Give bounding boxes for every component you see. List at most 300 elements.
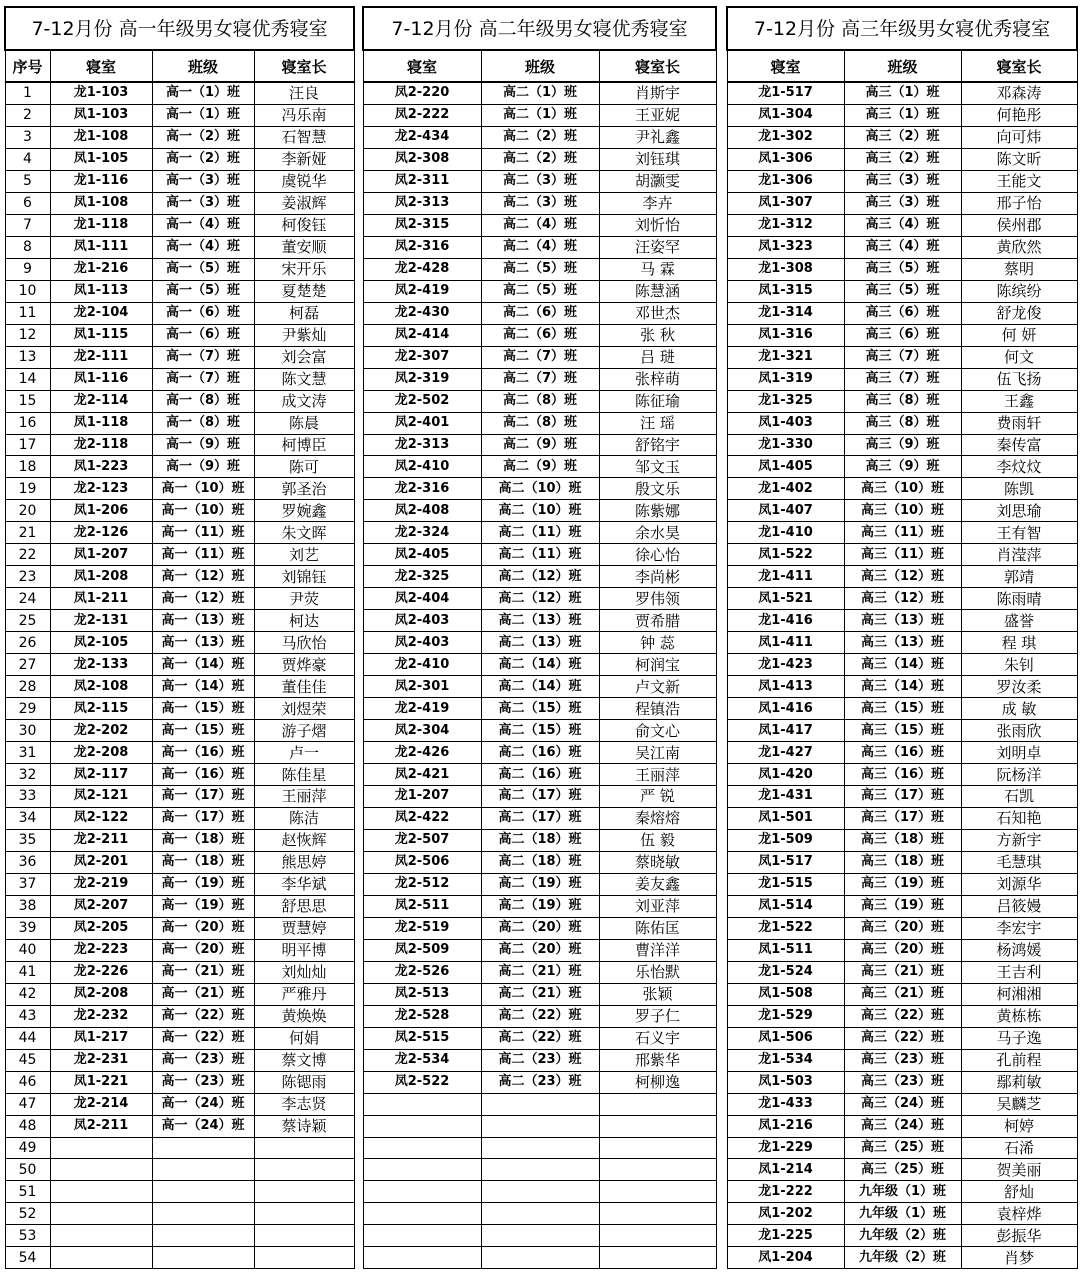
table-row	[5, 324, 354, 346]
room-cell: 龙2-528	[363, 1005, 481, 1027]
room-cell: 凤2-122	[50, 807, 152, 829]
leader-cell: 黄栋栋	[961, 1005, 1077, 1027]
class-cell: 九年级（2）班	[844, 1247, 961, 1269]
table-row	[363, 258, 716, 280]
table-row	[363, 610, 716, 632]
room-cell: 龙2-419	[363, 698, 481, 720]
leader-cell: 陈雨晴	[961, 588, 1077, 610]
leader-cell: 孔前程	[961, 1049, 1077, 1071]
class-cell: 高二（21）班	[481, 983, 599, 1005]
row-number: 4	[5, 148, 50, 170]
leader-cell: 王丽萍	[254, 786, 354, 808]
table-row	[363, 895, 716, 917]
table-row	[5, 104, 354, 126]
leader-cell: 何 妍	[961, 324, 1077, 346]
leader-cell: 熊思婷	[254, 851, 354, 873]
class-cell: 高二（1）班	[481, 104, 599, 126]
table-row	[363, 654, 716, 676]
leader-cell: 陈锶雨	[254, 1071, 354, 1093]
row-number: 39	[5, 917, 50, 939]
room-cell	[363, 1225, 481, 1247]
leader-cell: 柯达	[254, 610, 354, 632]
leader-cell: 伍 毅	[599, 829, 716, 851]
table-row	[363, 961, 716, 983]
room-cell	[363, 1247, 481, 1269]
class-cell: 高一（5）班	[152, 258, 254, 280]
leader-cell: 肖滢萍	[961, 544, 1077, 566]
room-cell: 凤1-501	[727, 807, 844, 829]
room-cell: 凤2-421	[363, 764, 481, 786]
class-cell: 高三（3）班	[844, 192, 961, 214]
class-cell: 高一（15）班	[152, 720, 254, 742]
room-cell: 龙1-416	[727, 610, 844, 632]
row-number: 37	[5, 873, 50, 895]
class-cell: 高三（3）班	[844, 170, 961, 192]
leader-cell: 李宏宇	[961, 917, 1077, 939]
leader-cell: 柯湘湘	[961, 983, 1077, 1005]
class-cell: 高三（9）班	[844, 434, 961, 456]
leader-cell: 吴江南	[599, 742, 716, 764]
room-cell: 龙1-118	[50, 214, 152, 236]
leader-cell: 李新娅	[254, 148, 354, 170]
table-row	[363, 720, 716, 742]
leader-cell: 姜淑辉	[254, 192, 354, 214]
class-cell: 高一（10）班	[152, 500, 254, 522]
room-cell: 龙1-433	[727, 1093, 844, 1115]
room-cell: 凤1-319	[727, 368, 844, 390]
room-cell: 龙1-321	[727, 346, 844, 368]
leader-cell	[254, 1137, 354, 1159]
table-row	[727, 1005, 1077, 1027]
class-cell: 高二（7）班	[481, 368, 599, 390]
leader-cell: 罗婉鑫	[254, 500, 354, 522]
grade3-block	[726, 6, 1076, 1269]
table-row	[5, 829, 354, 851]
class-cell: 高一（21）班	[152, 961, 254, 983]
room-cell: 凤1-315	[727, 280, 844, 302]
leader-cell: 李志贤	[254, 1093, 354, 1115]
room-cell: 龙1-216	[50, 258, 152, 280]
leader-cell	[599, 1115, 716, 1137]
leader-cell: 王吉利	[961, 961, 1077, 983]
leader-cell: 程镇浩	[599, 698, 716, 720]
grade2-table	[362, 6, 717, 1269]
row-number: 48	[5, 1115, 50, 1137]
room-cell: 龙1-229	[727, 1137, 844, 1159]
class-cell: 高一（12）班	[152, 588, 254, 610]
room-cell: 凤2-313	[363, 192, 481, 214]
room-cell	[50, 1203, 152, 1225]
leader-cell: 邢紫华	[599, 1049, 716, 1071]
row-number: 31	[5, 742, 50, 764]
room-cell	[50, 1225, 152, 1247]
table-row	[5, 82, 354, 104]
leader-cell	[599, 1203, 716, 1225]
room-cell: 凤2-115	[50, 698, 152, 720]
room-cell: 凤2-311	[363, 170, 481, 192]
table-row	[363, 236, 716, 258]
table-row	[727, 104, 1077, 126]
room-cell: 凤2-522	[363, 1071, 481, 1093]
table-row	[727, 214, 1077, 236]
leader-cell: 石知艳	[961, 807, 1077, 829]
table-row	[5, 632, 354, 654]
leader-cell: 冯乐南	[254, 104, 354, 126]
room-cell: 凤1-306	[727, 148, 844, 170]
room-cell: 凤1-223	[50, 456, 152, 478]
table-row	[727, 544, 1077, 566]
leader-cell: 董佳佳	[254, 676, 354, 698]
row-number: 11	[5, 302, 50, 324]
table-row	[727, 566, 1077, 588]
table-row	[5, 412, 354, 434]
class-cell: 高三（21）班	[844, 961, 961, 983]
table-row	[363, 302, 716, 324]
room-cell: 凤1-405	[727, 456, 844, 478]
row-number: 23	[5, 566, 50, 588]
table-row	[727, 851, 1077, 873]
leader-cell: 刘艺	[254, 544, 354, 566]
table-row	[363, 1093, 716, 1115]
room-cell: 龙2-126	[50, 522, 152, 544]
leader-cell: 游子熠	[254, 720, 354, 742]
room-cell: 凤2-422	[363, 807, 481, 829]
class-cell	[152, 1137, 254, 1159]
room-cell: 龙2-114	[50, 390, 152, 412]
leader-cell: 盛誉	[961, 610, 1077, 632]
table-row	[727, 346, 1077, 368]
table-row	[727, 368, 1077, 390]
leader-cell: 何文	[961, 346, 1077, 368]
room-cell: 凤1-403	[727, 412, 844, 434]
row-number: 47	[5, 1093, 50, 1115]
leader-cell: 罗汝柔	[961, 676, 1077, 698]
table-row	[363, 1115, 716, 1137]
table-row	[727, 302, 1077, 324]
room-cell: 凤2-403	[363, 610, 481, 632]
room-cell: 凤1-221	[50, 1071, 152, 1093]
grade2-title: 7-12月份 高二年级男女寝优秀寝室	[363, 7, 716, 50]
table-row	[363, 786, 716, 808]
room-cell: 凤2-315	[363, 214, 481, 236]
room-cell: 凤2-222	[363, 104, 481, 126]
row-number: 50	[5, 1159, 50, 1181]
table-row	[727, 434, 1077, 456]
room-cell: 龙2-211	[50, 829, 152, 851]
class-cell: 高二（18）班	[481, 829, 599, 851]
leader-cell: 刘会富	[254, 346, 354, 368]
leader-cell	[254, 1203, 354, 1225]
grade3-rows	[727, 82, 1077, 1269]
leader-header: 寝室长	[254, 50, 354, 82]
class-cell: 高一（23）班	[152, 1049, 254, 1071]
table-row	[363, 478, 716, 500]
class-cell	[152, 1159, 254, 1181]
room-cell: 龙2-104	[50, 302, 152, 324]
table-row	[727, 873, 1077, 895]
table-row	[727, 588, 1077, 610]
table-row	[5, 851, 354, 873]
table-row	[5, 1115, 354, 1137]
class-cell: 高三（6）班	[844, 302, 961, 324]
room-cell: 凤1-521	[727, 588, 844, 610]
class-cell: 高三（8）班	[844, 412, 961, 434]
room-cell: 龙2-502	[363, 390, 481, 412]
class-cell: 高三（25）班	[844, 1159, 961, 1181]
table-row	[5, 148, 354, 170]
table-row	[363, 917, 716, 939]
leader-cell: 刘煜荣	[254, 698, 354, 720]
row-number: 29	[5, 698, 50, 720]
class-cell: 九年级（2）班	[844, 1225, 961, 1247]
room-cell: 凤1-105	[50, 148, 152, 170]
table-row	[727, 1225, 1077, 1247]
class-header: 班级	[844, 50, 961, 82]
room-cell: 龙2-111	[50, 346, 152, 368]
row-number: 26	[5, 632, 50, 654]
class-cell: 高二（13）班	[481, 632, 599, 654]
class-cell: 高二（2）班	[481, 126, 599, 148]
leader-cell: 虞锐华	[254, 170, 354, 192]
table-row	[5, 456, 354, 478]
room-cell: 凤1-202	[727, 1203, 844, 1225]
leader-cell: 陈文慧	[254, 368, 354, 390]
room-cell: 凤1-118	[50, 412, 152, 434]
table-row	[363, 851, 716, 873]
class-cell: 高三（12）班	[844, 566, 961, 588]
table-row	[5, 983, 354, 1005]
leader-header: 寝室长	[961, 50, 1077, 82]
room-cell: 凤1-304	[727, 104, 844, 126]
leader-cell: 向可炜	[961, 126, 1077, 148]
row-number: 6	[5, 192, 50, 214]
room-cell: 凤2-408	[363, 500, 481, 522]
leader-cell: 陈征瑜	[599, 390, 716, 412]
leader-cell: 刘明卓	[961, 742, 1077, 764]
row-number: 27	[5, 654, 50, 676]
table-row	[5, 1005, 354, 1027]
table-row	[363, 829, 716, 851]
table-row	[5, 544, 354, 566]
class-cell	[152, 1203, 254, 1225]
table-row	[363, 280, 716, 302]
table-row	[727, 1027, 1077, 1049]
table-row	[363, 698, 716, 720]
table-row	[5, 764, 354, 786]
table-row	[5, 873, 354, 895]
room-cell: 凤2-414	[363, 324, 481, 346]
class-cell: 高一（13）班	[152, 610, 254, 632]
class-cell: 高一（9）班	[152, 456, 254, 478]
table-row	[363, 346, 716, 368]
leader-cell: 蔡文博	[254, 1049, 354, 1071]
room-cell: 龙2-316	[363, 478, 481, 500]
class-cell: 高一（9）班	[152, 434, 254, 456]
leader-cell: 柯婷	[961, 1115, 1077, 1137]
class-cell: 高三（22）班	[844, 1005, 961, 1027]
table-row	[727, 500, 1077, 522]
class-cell: 高二（9）班	[481, 456, 599, 478]
leader-cell: 费雨轩	[961, 412, 1077, 434]
room-cell: 龙1-225	[727, 1225, 844, 1247]
room-cell: 龙2-313	[363, 434, 481, 456]
table-row	[5, 434, 354, 456]
table-row	[727, 126, 1077, 148]
room-cell: 凤1-111	[50, 236, 152, 258]
leader-cell: 钟 蕊	[599, 632, 716, 654]
class-cell: 高三（4）班	[844, 214, 961, 236]
table-row	[5, 368, 354, 390]
room-cell: 凤2-301	[363, 676, 481, 698]
table-row	[727, 82, 1077, 104]
class-cell: 高三（7）班	[844, 368, 961, 390]
table-row	[727, 522, 1077, 544]
leader-cell: 石义宇	[599, 1027, 716, 1049]
row-number: 1	[5, 82, 50, 104]
room-cell: 龙1-108	[50, 126, 152, 148]
leader-cell: 柯博臣	[254, 434, 354, 456]
leader-cell: 陈缤纷	[961, 280, 1077, 302]
leader-cell: 蔡晓敏	[599, 851, 716, 873]
leader-cell: 吕 琎	[599, 346, 716, 368]
room-cell: 凤2-207	[50, 895, 152, 917]
leader-cell: 陈佳星	[254, 764, 354, 786]
leader-cell: 舒龙俊	[961, 302, 1077, 324]
room-cell: 凤1-417	[727, 720, 844, 742]
room-cell: 龙1-522	[727, 917, 844, 939]
leader-cell: 陈文昕	[961, 148, 1077, 170]
leader-cell: 陈凯	[961, 478, 1077, 500]
room-cell: 凤2-117	[50, 764, 152, 786]
leader-cell: 贺美丽	[961, 1159, 1077, 1181]
room-cell: 龙1-308	[727, 258, 844, 280]
class-cell: 高一（7）班	[152, 346, 254, 368]
leader-cell: 王能文	[961, 170, 1077, 192]
row-number: 24	[5, 588, 50, 610]
class-cell: 高二（18）班	[481, 851, 599, 873]
class-cell: 高三（4）班	[844, 236, 961, 258]
room-cell: 龙1-330	[727, 434, 844, 456]
room-cell: 凤2-121	[50, 786, 152, 808]
class-cell: 高二（12）班	[481, 566, 599, 588]
class-cell	[481, 1181, 599, 1203]
table-row	[363, 588, 716, 610]
class-cell: 九年级（1）班	[844, 1181, 961, 1203]
class-cell: 高二（5）班	[481, 258, 599, 280]
room-cell: 龙1-207	[363, 786, 481, 808]
table-row	[727, 1049, 1077, 1071]
room-cell	[363, 1115, 481, 1137]
class-cell: 高三（23）班	[844, 1049, 961, 1071]
leader-cell: 汪良	[254, 82, 354, 104]
row-number: 5	[5, 170, 50, 192]
leader-cell: 秦传富	[961, 434, 1077, 456]
table-row	[5, 676, 354, 698]
room-cell: 龙1-431	[727, 786, 844, 808]
class-cell	[481, 1137, 599, 1159]
leader-cell: 朱钊	[961, 654, 1077, 676]
room-cell: 凤2-506	[363, 851, 481, 873]
leader-cell: 舒灿	[961, 1181, 1077, 1203]
leader-cell: 李炆炆	[961, 456, 1077, 478]
room-cell: 龙1-517	[727, 82, 844, 104]
room-cell: 龙1-410	[727, 522, 844, 544]
class-cell: 高二（6）班	[481, 302, 599, 324]
leader-cell: 张 秋	[599, 324, 716, 346]
table-row	[5, 478, 354, 500]
leader-cell: 宋开乐	[254, 258, 354, 280]
leader-cell	[254, 1225, 354, 1247]
table-row	[727, 939, 1077, 961]
table-row	[363, 632, 716, 654]
room-cell: 龙2-307	[363, 346, 481, 368]
table-row	[363, 1247, 716, 1269]
table-row	[363, 939, 716, 961]
room-cell: 凤1-108	[50, 192, 152, 214]
leader-cell: 刘钰琪	[599, 148, 716, 170]
class-cell: 高一（8）班	[152, 390, 254, 412]
class-cell	[152, 1247, 254, 1269]
row-number: 33	[5, 786, 50, 808]
table-row	[727, 1137, 1077, 1159]
table-row	[363, 676, 716, 698]
room-cell: 龙1-116	[50, 170, 152, 192]
table-row	[727, 1247, 1077, 1269]
leader-cell: 蔡明	[961, 258, 1077, 280]
room-cell: 凤2-108	[50, 676, 152, 698]
room-cell	[50, 1137, 152, 1159]
room-cell: 龙2-507	[363, 829, 481, 851]
room-cell: 龙2-534	[363, 1049, 481, 1071]
class-cell: 高三（10）班	[844, 500, 961, 522]
class-cell: 高二（6）班	[481, 324, 599, 346]
room-cell: 龙2-434	[363, 126, 481, 148]
room-cell: 凤1-407	[727, 500, 844, 522]
class-cell: 高三（9）班	[844, 456, 961, 478]
table-row	[727, 1203, 1077, 1225]
room-cell: 凤1-115	[50, 324, 152, 346]
room-cell: 龙2-512	[363, 873, 481, 895]
table-row	[727, 1115, 1077, 1137]
class-cell: 高三（24）班	[844, 1093, 961, 1115]
leader-cell: 袁梓烨	[961, 1203, 1077, 1225]
room-cell: 凤2-319	[363, 368, 481, 390]
leader-cell: 石浠	[961, 1137, 1077, 1159]
class-cell: 高三（6）班	[844, 324, 961, 346]
class-cell: 高三（22）班	[844, 1027, 961, 1049]
row-number: 54	[5, 1247, 50, 1269]
leader-cell: 贾烨豪	[254, 654, 354, 676]
table-row	[5, 1093, 354, 1115]
class-cell: 高二（20）班	[481, 939, 599, 961]
room-cell: 龙2-214	[50, 1093, 152, 1115]
table-row	[5, 1247, 354, 1269]
class-cell: 高二（17）班	[481, 807, 599, 829]
class-cell	[481, 1203, 599, 1225]
leader-cell: 董安顺	[254, 236, 354, 258]
class-cell	[481, 1225, 599, 1247]
table-row	[363, 214, 716, 236]
class-cell: 高一（6）班	[152, 324, 254, 346]
row-number: 21	[5, 522, 50, 544]
table-row	[5, 1049, 354, 1071]
room-cell: 凤2-316	[363, 236, 481, 258]
room-cell: 凤1-216	[727, 1115, 844, 1137]
leader-cell: 曹洋洋	[599, 939, 716, 961]
leader-cell	[599, 1225, 716, 1247]
class-cell: 高一（6）班	[152, 302, 254, 324]
class-cell: 高三（15）班	[844, 720, 961, 742]
